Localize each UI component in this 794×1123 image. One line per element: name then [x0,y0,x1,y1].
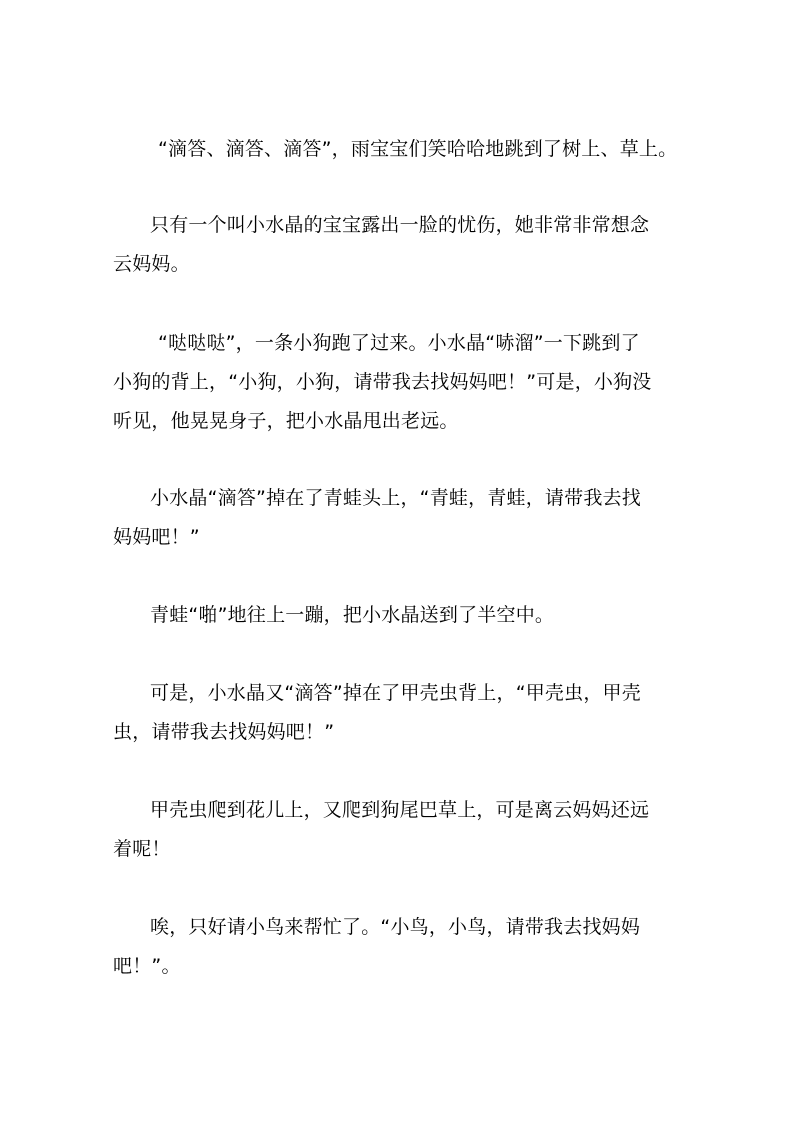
paragraph-2-line-2: 云妈妈。 [113,253,190,275]
paragraph-4-line-1: 小水晶“滴答”掉在了青蛙头上，“青蛙，青蛙，请带我去找 [150,487,641,509]
paragraph-6-line-2: 虫，请带我去找妈妈吧！” [113,721,335,743]
paragraph-3-line-3: 听见，他晃晃身子，把小水晶甩出老远。 [113,410,459,432]
paragraph-1-line-1: “滴答、滴答、滴答”，雨宝宝们笑哈哈地跳到了树上、草上。 [158,138,678,160]
paragraph-6-line-1: 可是，小水晶又“滴答”掉在了甲壳虫背上，“甲壳虫，甲壳 [150,682,641,704]
paragraph-7-line-2: 着呢！ [113,838,171,860]
paragraph-8-line-1: 唉，只好请小鸟来帮忙了。“小鸟，小鸟，请带我去找妈妈 [150,916,641,938]
paragraph-5-line-1: 青蛙“啪”地往上一蹦，把小水晶送到了半空中。 [150,604,555,626]
paragraph-2-line-1: 只有一个叫小水晶的宝宝露出一脸的忧伤，她非常非常想念 [150,214,650,236]
paragraph-3-line-1: “哒哒哒”，一条小狗跑了过来。小水晶“哧溜”一下跳到了 [158,332,640,354]
paragraph-4-line-2: 妈妈吧！” [113,526,200,548]
paragraph-3-line-2: 小狗的背上，“小狗，小狗，请带我去找妈妈吧！”可是，小狗没 [113,371,652,393]
paragraph-7-line-1: 甲壳虫爬到花儿上，又爬到狗尾巴草上，可是离云妈妈还远 [150,799,650,821]
paragraph-8-line-2: 吧！”。 [113,955,181,977]
